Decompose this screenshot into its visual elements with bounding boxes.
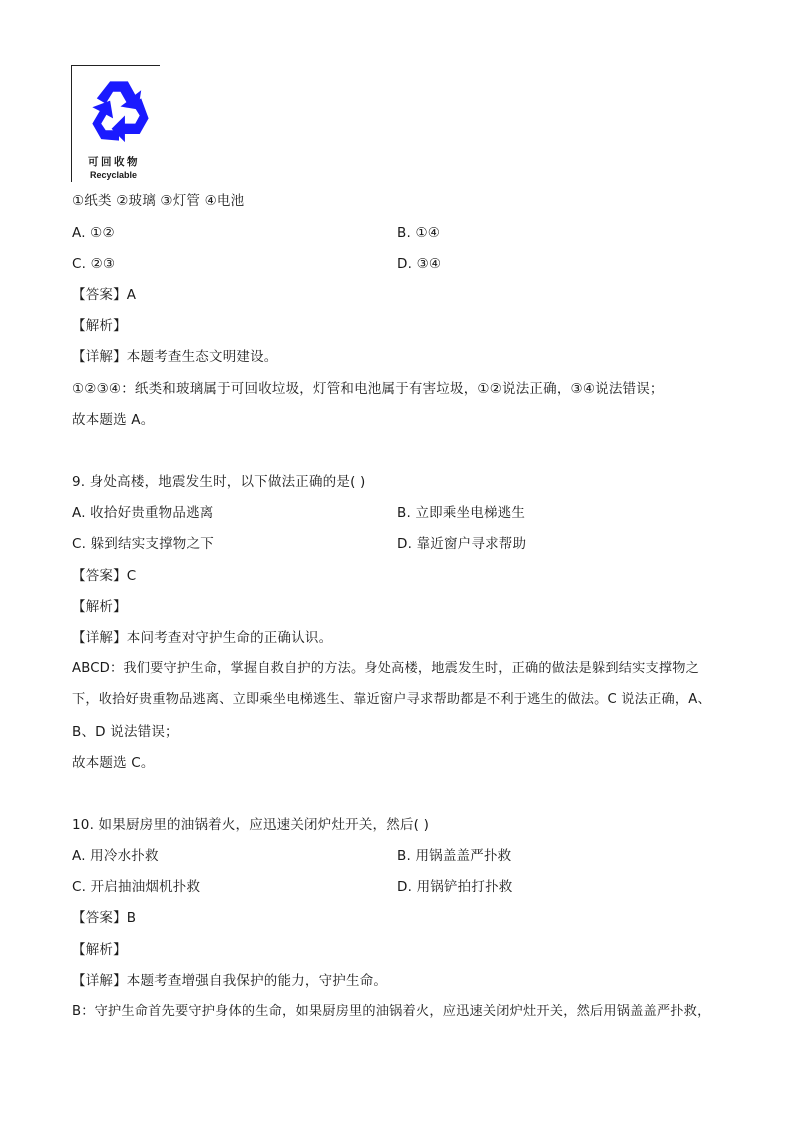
q8-option-c: C. ②③ <box>72 256 116 272</box>
q8-detail: 【详解】本题考查生态文明建设。 <box>72 349 278 365</box>
logo-chinese-label: 可回收物 <box>88 156 140 168</box>
q8-conclusion: 故本题选 A。 <box>72 412 155 428</box>
q8-option-b: B. ①④ <box>397 225 441 241</box>
q8-option-d: D. ③④ <box>397 256 442 272</box>
q9-explanation-3: B、D 说法错误； <box>72 724 179 740</box>
q9-analysis-label: 【解析】 <box>72 599 127 615</box>
q10-answer: 【答案】B <box>72 910 137 926</box>
q10-option-d: D. 用锅铲拍打扑救 <box>397 879 513 895</box>
q9-stem: 9. 身处高楼，地震发生时，以下做法正确的是( ) <box>72 474 366 490</box>
q8-items: ①纸类 ②玻璃 ③灯管 ④电池 <box>72 193 245 209</box>
q10-option-b: B. 用锅盖盖严扑救 <box>397 848 512 864</box>
recyclable-logo <box>71 65 160 182</box>
q9-explanation-2: 下，收拾好贵重物品逃离、立即乘坐电梯逃生、靠近窗户寻求帮助都是不利于逃生的做法。C 说法正确，A、 <box>72 692 711 707</box>
q10-option-a: A. 用冷水扑救 <box>72 848 159 864</box>
q10-analysis-label: 【解析】 <box>72 942 127 958</box>
q9-option-d: D. 靠近窗户寻求帮助 <box>397 536 527 552</box>
q9-answer: 【答案】C <box>72 568 137 584</box>
q8-option-a: A. ①② <box>72 225 115 241</box>
q9-conclusion: 故本题选 C。 <box>72 755 155 771</box>
q10-option-c: C. 开启抽油烟机扑救 <box>72 879 201 895</box>
recycle-icon <box>82 74 156 148</box>
q8-analysis-label: 【解析】 <box>72 318 127 334</box>
q8-explanation: ①②③④：纸类和玻璃属于可回收垃圾，灯管和电池属于有害垃圾，①②说法正确，③④说法错误； <box>72 381 664 397</box>
q10-explanation: B：守护生命首先要守护身体的生命，如果厨房里的油锅着火，应迅速关闭炉灶开关，然后用锅盖盖严扑救， <box>72 1004 711 1019</box>
q9-option-c: C. 躲到结实支撑物之下 <box>72 536 214 552</box>
q10-detail: 【详解】本题考查增强自我保护的能力，守护生命。 <box>72 973 388 989</box>
q9-option-a: A. 收拾好贵重物品逃离 <box>72 505 214 521</box>
logo-english-label: Recyclable <box>90 170 138 180</box>
q9-explanation-1: ABCD：我们要守护生命，掌握自救自护的方法。身处高楼，地震发生时，正确的做法是躲到结实支撑物之 <box>72 661 700 676</box>
q8-answer: 【答案】A <box>72 287 137 303</box>
q9-option-b: B. 立即乘坐电梯逃生 <box>397 505 526 521</box>
q9-detail: 【详解】本问考查对守护生命的正确认识。 <box>72 630 333 646</box>
q10-stem: 10. 如果厨房里的油锅着火，应迅速关闭炉灶开关，然后( ) <box>72 817 430 833</box>
